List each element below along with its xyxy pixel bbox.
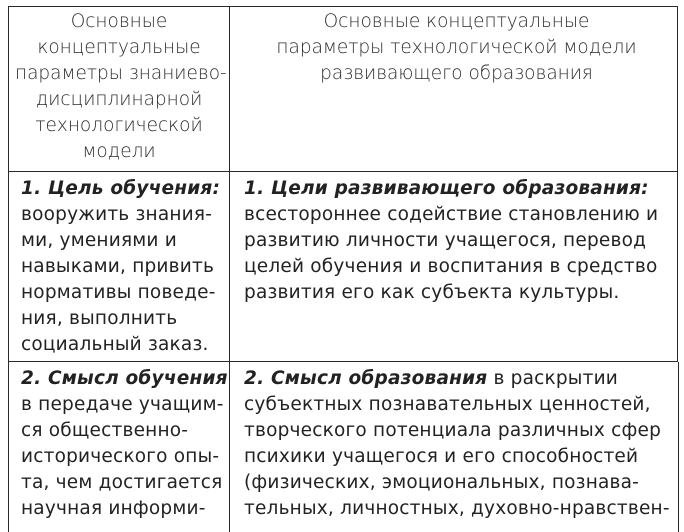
goal-left-line: нормативы поведе- [21,282,216,303]
goal-left-line: ния, выполнить [21,308,178,329]
header-left-line: технологической [35,115,203,136]
table-header-row [8,6,678,172]
meaning-cell-right [230,362,679,532]
meaning-right-line: субъектных познавательных ценностей, [244,394,651,415]
goal-left-line: вооружить знания- [21,204,213,225]
header-right-line: развивающего образования [320,63,593,84]
meaning-right-title-rest: в раскрытии [487,368,619,389]
goal-cell-left [8,172,230,361]
header-left-line: концептуальные [37,37,201,58]
goal-right-line: целей обучения и воспитания в средство [244,256,658,277]
meaning-left-title: 2. Смысл обучения [21,368,228,389]
meaning-right-line: тельных, личностных, духовно-нравствен- [244,498,670,519]
meaning-left-line: ся общественно- [21,420,189,441]
header-cell-left [8,7,230,171]
meaning-left-line: та, чем достигается [21,472,223,493]
meaning-right-line: (физических, эмоциональных, познава- [244,472,640,493]
goal-right-line: развития его как субъекта культуры. [244,282,620,303]
goal-cell-right [230,172,678,361]
header-left-line: дисциплинарной [35,89,203,110]
meaning-left-line: в передаче учащим- [21,394,224,415]
goal-left-line: ми, умениями и [21,230,177,251]
meaning-left-line: исторического опы- [21,446,220,467]
header-left-line: параметры знаниево- [15,63,227,84]
goal-right-line: всестороннее содействие становлению и [244,204,659,225]
table-row-meaning [8,362,678,532]
meaning-left-line: научная информи- [21,498,206,519]
meaning-right-first-line [244,366,670,392]
table-row-goals [8,172,678,362]
goal-left-line: социальный заказ. [21,334,209,355]
goal-right-title: 1. Цели развивающего образования: [244,178,649,199]
meaning-right-title: 2. Смысл образования [244,368,488,389]
header-cell-right [230,7,678,171]
header-left-line: Основные [70,11,168,32]
header-right-line: Основные концептуальные [323,11,590,32]
goal-right-line: развитию личности учащегося, перевод [244,230,647,251]
meaning-right-line: психики учащегося и его способностей [244,446,639,467]
header-right-line: параметры технологической модели [276,37,637,58]
goal-left-line: навыками, привить [21,256,215,277]
header-left-line: модели [82,141,156,162]
meaning-cell-left [8,362,230,532]
comparison-table [8,6,678,532]
meaning-right-line: творческого потенциала различных сфер [244,420,662,441]
goal-left-title: 1. Цель обучения: [21,178,221,199]
